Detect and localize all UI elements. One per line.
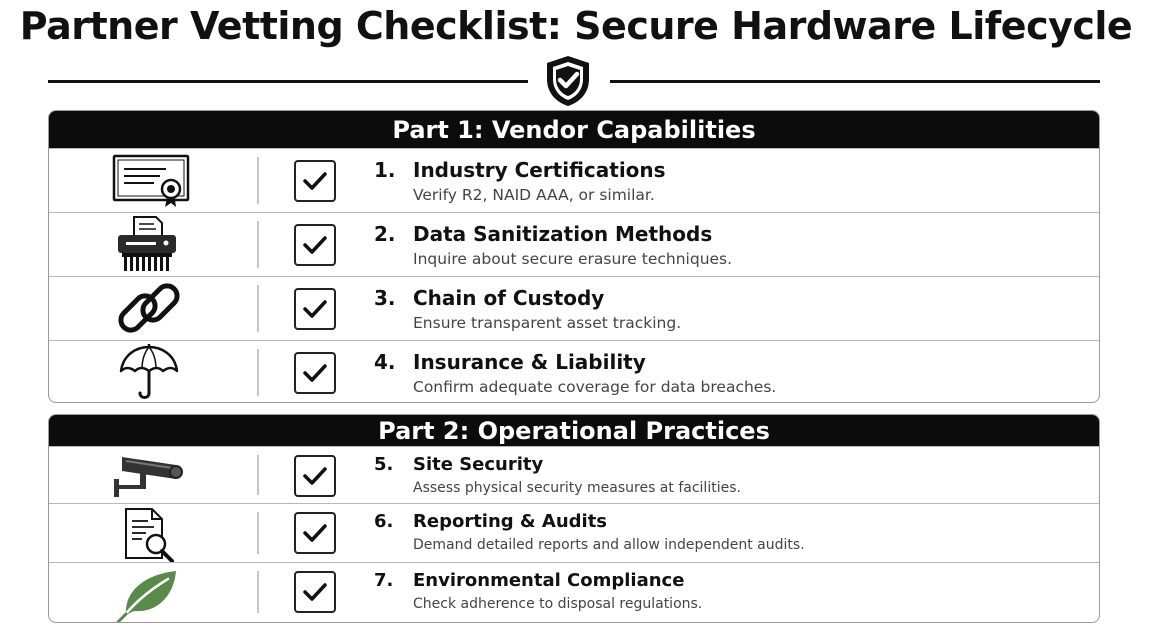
checkmark-icon xyxy=(302,233,328,257)
item-description: Demand detailed reports and allow independent audits. xyxy=(413,537,805,553)
shield-check-icon xyxy=(543,54,593,108)
item-title: Environmental Compliance xyxy=(413,570,685,591)
section-header: Part 2: Operational Practices xyxy=(49,415,1099,446)
item-number: 6. xyxy=(374,511,394,532)
item-description: Ensure transparent asset tracking. xyxy=(413,314,682,332)
item-number: 7. xyxy=(374,570,394,591)
section-header: Part 1: Vendor Capabilities xyxy=(49,111,1099,148)
checkmark-icon xyxy=(302,297,328,321)
title-rule-right xyxy=(610,80,1100,83)
leaf-icon xyxy=(104,565,194,623)
item-description: Assess physical security measures at facilities. xyxy=(413,480,741,496)
item-number: 1. xyxy=(374,158,396,182)
checklist-item xyxy=(49,148,1099,212)
item-title: Data Sanitization Methods xyxy=(413,222,713,246)
security-camera-icon xyxy=(104,449,194,507)
checklist-item xyxy=(49,503,1099,562)
item-title: Reporting & Audits xyxy=(413,511,608,532)
item-title: Industry Certifications xyxy=(413,158,666,182)
item-description: Check adherence to disposal regulations. xyxy=(413,596,703,612)
document-search-icon xyxy=(104,506,194,564)
checkbox[interactable] xyxy=(294,160,336,202)
section-operational-practices xyxy=(48,414,1100,623)
checklist-item xyxy=(49,562,1099,621)
checkbox[interactable] xyxy=(294,352,336,394)
checkmark-icon xyxy=(302,361,328,385)
checkbox[interactable] xyxy=(294,512,336,554)
item-description: Confirm adequate coverage for data breaches. xyxy=(413,378,777,396)
checkmark-icon xyxy=(302,521,328,545)
umbrella-icon xyxy=(104,343,194,401)
checkmark-icon xyxy=(302,169,328,193)
item-description: Inquire about secure erasure techniques. xyxy=(413,250,733,268)
item-title: Site Security xyxy=(413,454,544,475)
chain-link-icon xyxy=(104,279,194,337)
checkbox[interactable] xyxy=(294,224,336,266)
checkmark-icon xyxy=(302,464,328,488)
item-title: Chain of Custody xyxy=(413,286,605,310)
title-rule-left xyxy=(48,80,528,83)
shredder-icon xyxy=(104,215,194,273)
checklist-item xyxy=(49,276,1099,340)
item-title: Insurance & Liability xyxy=(413,350,646,374)
checklist-item xyxy=(49,212,1099,276)
checkbox[interactable] xyxy=(294,571,336,613)
checkmark-icon xyxy=(302,580,328,604)
item-description: Verify R2, NAID AAA, or similar. xyxy=(413,186,655,204)
page-title: Partner Vetting Checklist: Secure Hardware Lifecycle xyxy=(19,4,1133,48)
item-number: 2. xyxy=(374,222,396,246)
item-number: 3. xyxy=(374,286,396,310)
certificate-icon xyxy=(104,151,194,209)
checkbox[interactable] xyxy=(294,455,336,497)
item-number: 4. xyxy=(374,350,396,374)
checklist-item xyxy=(49,446,1099,503)
item-number: 5. xyxy=(374,454,394,475)
checklist-item xyxy=(49,340,1099,403)
section-vendor-capabilities xyxy=(48,110,1100,403)
checkbox[interactable] xyxy=(294,288,336,330)
